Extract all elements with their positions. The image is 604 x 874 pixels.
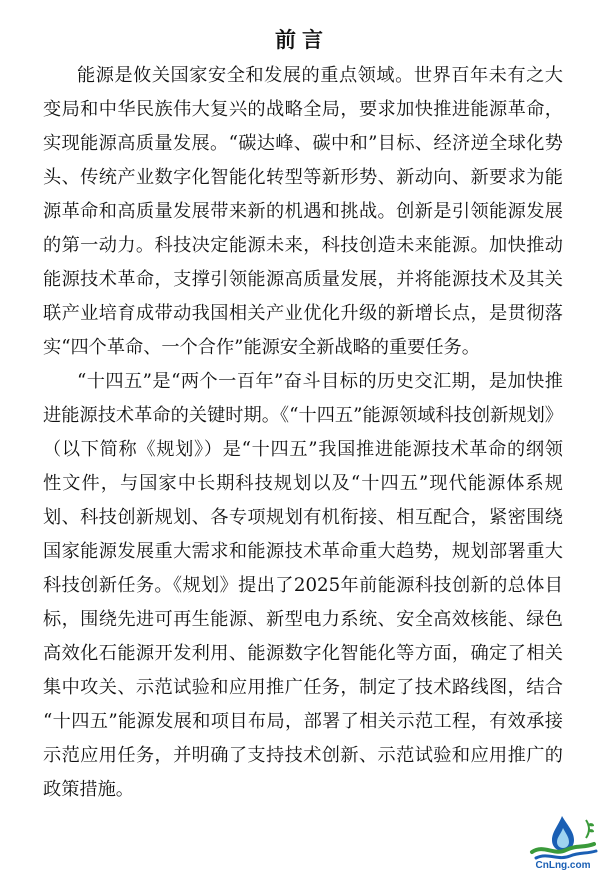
paragraph-1-line-5: 源革命和高质量发展带来新的机遇和挑战。创新是引领能源发展 xyxy=(43,201,563,222)
paragraph-1-line-8: 联产业培育成带动我国相关产业优化升级的新增长点，是贯彻落 xyxy=(43,303,563,324)
paragraph-2-line-9: 高效化石能源开发利用、能源数字化智能化等方面，确定了相关 xyxy=(43,643,563,664)
paragraph-2-line-8: 标，围绕先进可再生能源、新型电力系统、安全高效核能、绿色 xyxy=(43,609,563,630)
paragraph-2-line-13: 政策措施。 xyxy=(43,779,134,800)
watermark-text: CnLng.com xyxy=(535,860,591,870)
paragraph-1-line-7: 能源技术革命，支撑引领能源高质量发展，并将能源技术及其关 xyxy=(43,269,563,290)
paragraph-2-line-7: 科技创新任务。《规划》提出了2025年前能源科技创新的总体目 xyxy=(43,575,563,596)
paragraph-2-line-10: 集中攻关、示范试验和应用推广任务，制定了技术路线图，结合 xyxy=(43,677,563,698)
paragraph-2-line-1: “十四五”是“两个一百年”奋斗目标的历史交汇期，是加快推 xyxy=(77,371,563,392)
paragraph-2-line-6: 国家能源发展重大需求和能源技术革命重大趋势，规划部署重大 xyxy=(43,541,563,562)
paragraph-2-line-5: 划、科技创新规划、各专项规划有机衔接、相互配合，紧密围绕 xyxy=(43,507,563,528)
lng-logo-icon xyxy=(524,812,602,870)
watermark-logo xyxy=(524,812,602,870)
page-title: 前言 xyxy=(275,27,329,52)
paragraph-2-line-12: 示范应用任务，并明确了支持技术创新、示范试验和应用推广的 xyxy=(43,745,563,766)
paragraph-1-line-3: 实现能源高质量发展。“碳达峰、碳中和”目标、经济逆全球化势 xyxy=(43,133,563,154)
paragraph-1-line-1: 能源是攸关国家安全和发展的重点领域。世界百年未有之大 xyxy=(77,65,563,86)
paragraph-2-line-3: （以下简称《规划》）是“十四五”我国推进能源技术革命的纲领 xyxy=(43,439,563,460)
paragraph-1-line-6: 的第一动力。科技决定能源未来，科技创造未来能源。加快推动 xyxy=(43,235,563,256)
paragraph-2-line-11: “十四五”能源发展和项目布局，部署了相关示范工程，有效承接 xyxy=(43,711,563,732)
paragraph-2-line-4: 性文件，与国家中长期科技规划以及“十四五”现代能源体系规 xyxy=(43,473,563,494)
paragraph-1-line-2: 变局和中华民族伟大复兴的战略全局，要求加快推进能源革命， xyxy=(43,99,563,120)
paragraph-1-line-4: 头、传统产业数字化智能化转型等新形势、新动向、新要求为能 xyxy=(43,167,563,188)
paragraph-1-line-9: 实“四个革命、一个合作”能源安全新战略的重要任务。 xyxy=(43,337,480,358)
paragraph-2-line-2: 进能源技术革命的关键时期。《“十四五”能源领域科技创新规划》 xyxy=(43,405,563,426)
